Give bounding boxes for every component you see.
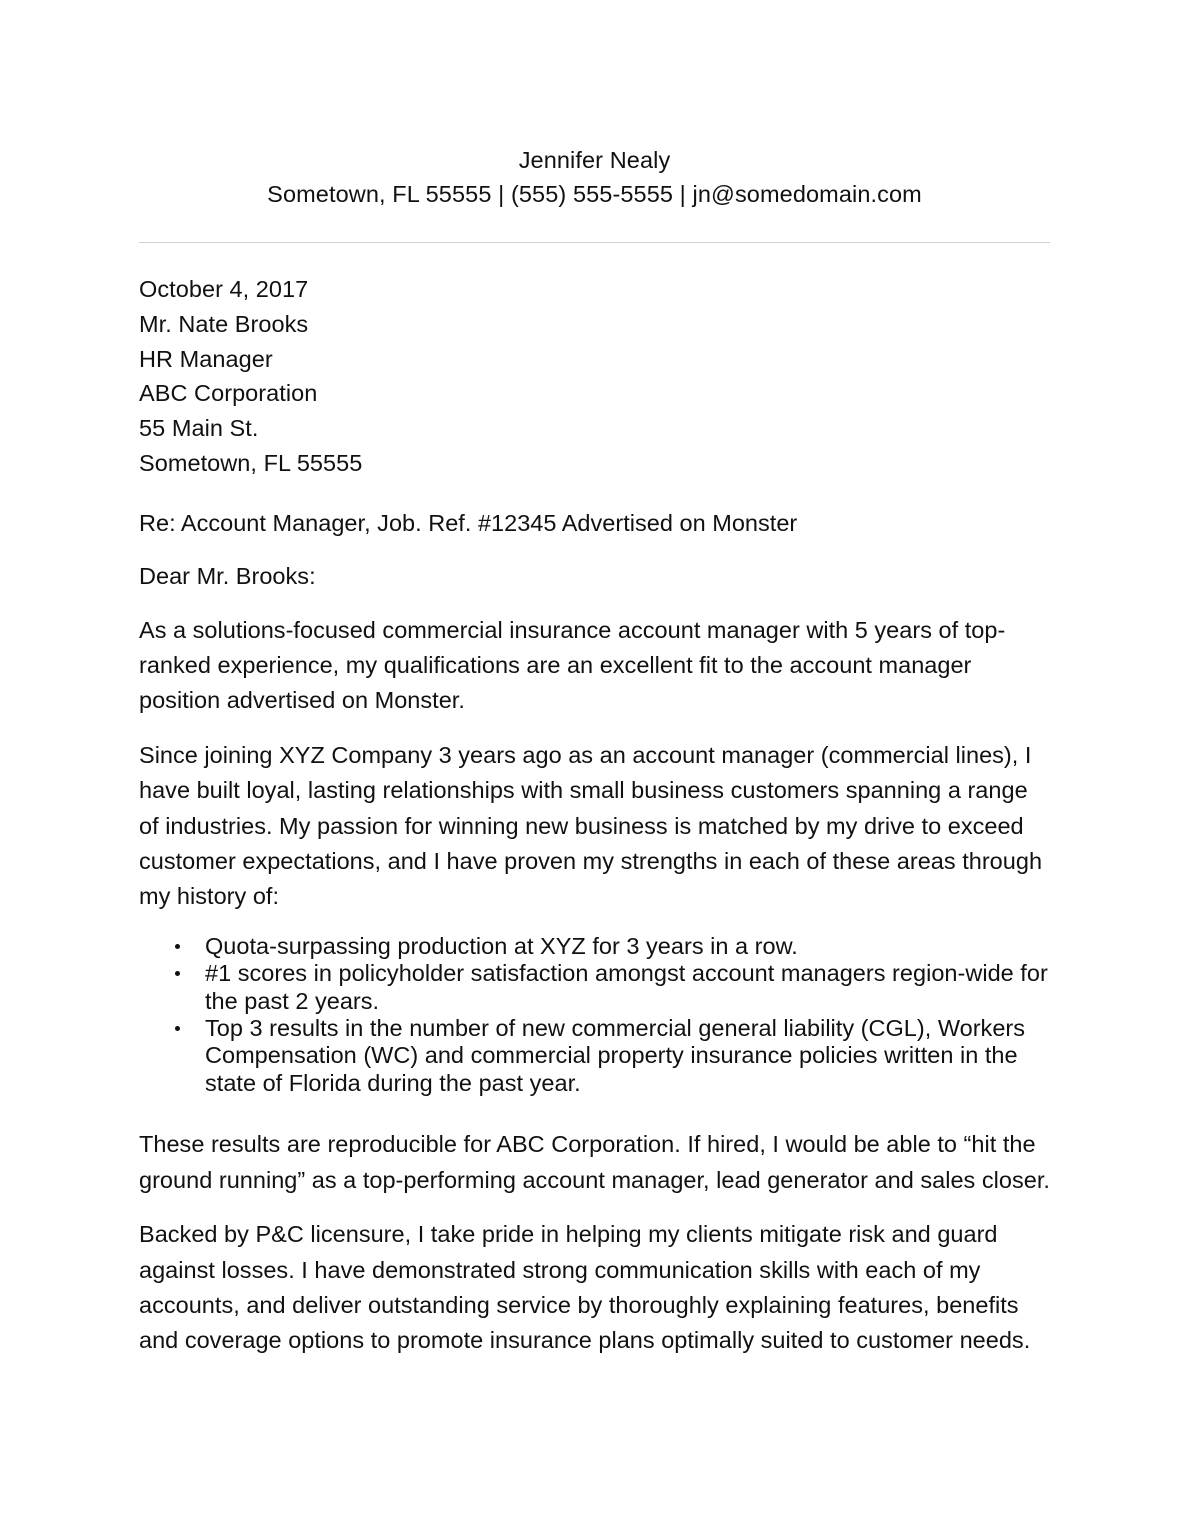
list-item — [139, 933, 1050, 960]
recipient-city-state-zip: Sometown, FL 55555 — [139, 449, 363, 476]
header-divider — [139, 242, 1050, 243]
letterhead — [139, 0, 1050, 211]
list-item — [139, 1015, 1050, 1097]
salutation: Dear Mr. Brooks: — [139, 563, 316, 590]
recipient-title: HR Manager — [139, 345, 273, 372]
achievement-text: #1 scores in policyholder satisfaction amongst account managers region-wide for the past 2 years. — [205, 960, 1048, 1014]
achievements-list — [139, 933, 1050, 1097]
recipient-company: ABC Corporation — [139, 380, 318, 407]
letter-date: October 4, 2017 — [139, 276, 309, 302]
letter-body — [139, 272, 1050, 1359]
paragraph-background: Since joining XYZ Company 3 years ago as an account manager (commercial lines), I have built loyal, lasting relationships with small business customers spanning a range of industries. My passion for winning new business is matched by my drive to exceed customer expectations, and I have proven my strengths in each of these areas through my history of: — [139, 741, 1043, 910]
list-item — [139, 960, 1050, 1015]
achievement-text: Top 3 results in the number of new commercial general liability (CGL), Workers Compensation (WC) and commercial property insurance policies written in the state of Florida during the past year. — [205, 1015, 1026, 1096]
bullet-icon — [175, 944, 180, 949]
sender-contact-line: Sometown, FL 55555 | (555) 555-5555 | jn@somedomain.com — [267, 181, 922, 207]
recipient-address-block — [139, 272, 1050, 481]
subject-line: Re: Account Manager, Job. Ref. #12345 Advertised on Monster — [139, 509, 798, 536]
paragraph-results: These results are reproducible for ABC Corporation. If hired, I would be able to “hit the ground running” as a top-performing account manager, lead generator and sales closer. — [139, 1131, 1050, 1193]
paragraph-closing: Backed by P&C licensure, I take pride in helping my clients mitigate risk and guard against losses. I have demonstrated strong communication skills with each of my accounts, and deliver outstanding service by thoroughly explaining features, benefits and coverage options to promote insurance plans optimally suited to customer needs. — [139, 1221, 1031, 1354]
paragraph-intro: As a solutions-focused commercial insurance account manager with 5 years of top-ranked experience, my qualifications are an excellent fit to the account manager position advertised on Monster. — [139, 616, 1006, 714]
sender-name: Jennifer Nealy — [518, 147, 671, 173]
recipient-name: Mr. Nate Brooks — [139, 310, 309, 337]
achievement-text: Quota-surpassing production at XYZ for 3 years in a row. — [205, 932, 798, 959]
bullet-icon — [175, 971, 180, 976]
bullet-icon — [175, 1026, 180, 1031]
letter-content — [139, 0, 1050, 1359]
recipient-street: 55 Main St. — [139, 415, 259, 442]
